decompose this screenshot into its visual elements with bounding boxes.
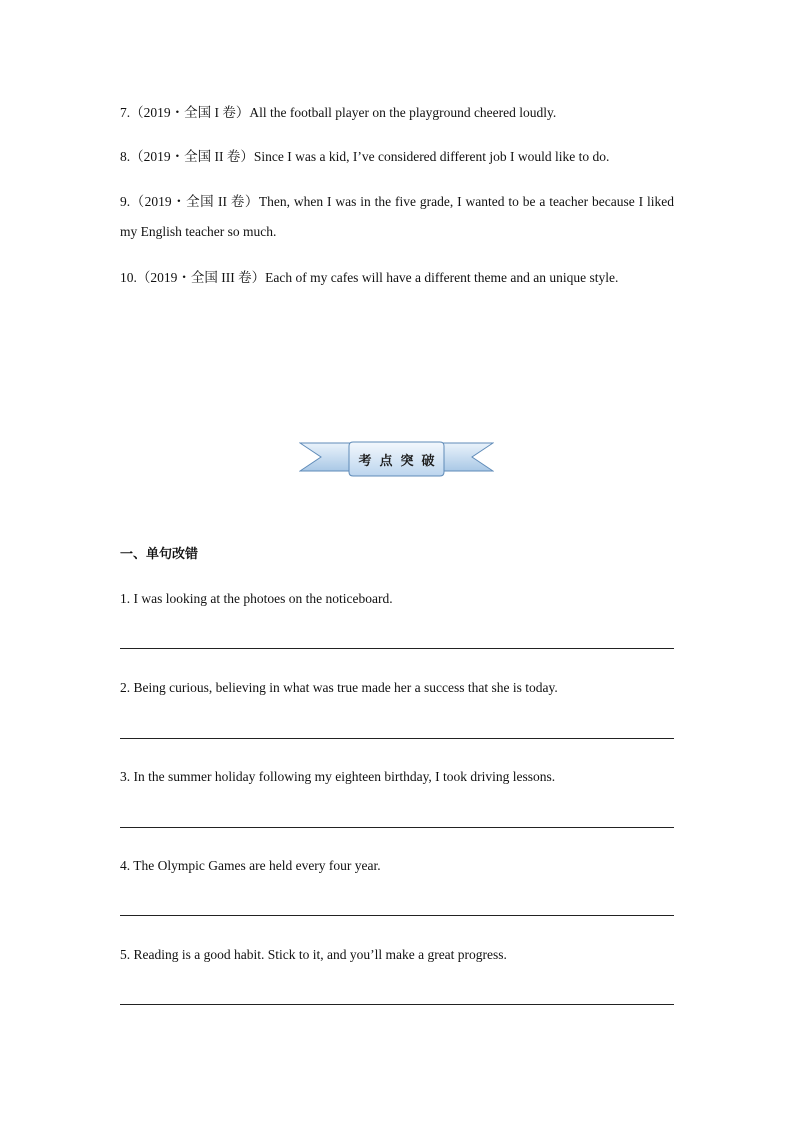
section-title: 一、单句改错 — [120, 547, 199, 562]
exercise-3: 3. In the summer holiday following my eighteen birthday, I took driving lessons. — [120, 769, 556, 784]
answer-line-5 — [120, 1004, 674, 1005]
banner-label: 考点突破 — [358, 453, 443, 469]
item-10: 10.（2019・全国 III 卷）Each of my cafes will have a different theme and an unique style. — [120, 270, 619, 285]
exercise-2: 2. Being curious, believing in what was true made her a success that she is today. — [120, 680, 558, 695]
section-banner — [299, 440, 494, 478]
exercise-4: 4. The Olympic Games are held every four year. — [120, 858, 381, 873]
answer-line-4 — [120, 915, 674, 916]
item-9: 9.（2019・全国 II 卷）Then, when I was in the five grade, I wanted to be a teacher because I liked my English teacher so much. — [120, 194, 674, 239]
exercise-1: 1. I was looking at the photoes on the noticeboard. — [120, 591, 393, 606]
exercise-5: 5. Reading is a good habit. Stick to it, and you’ll make a great progress. — [120, 947, 507, 962]
answer-line-3 — [120, 827, 674, 828]
answer-line-2 — [120, 738, 674, 739]
item-7: 7.（2019・全国 I 卷）All the football player on the playground cheered loudly. — [120, 105, 557, 120]
item-8: 8.（2019・全国 II 卷）Since I was a kid, I’ve considered different job I would like to do. — [120, 149, 610, 164]
answer-line-1 — [120, 648, 674, 649]
